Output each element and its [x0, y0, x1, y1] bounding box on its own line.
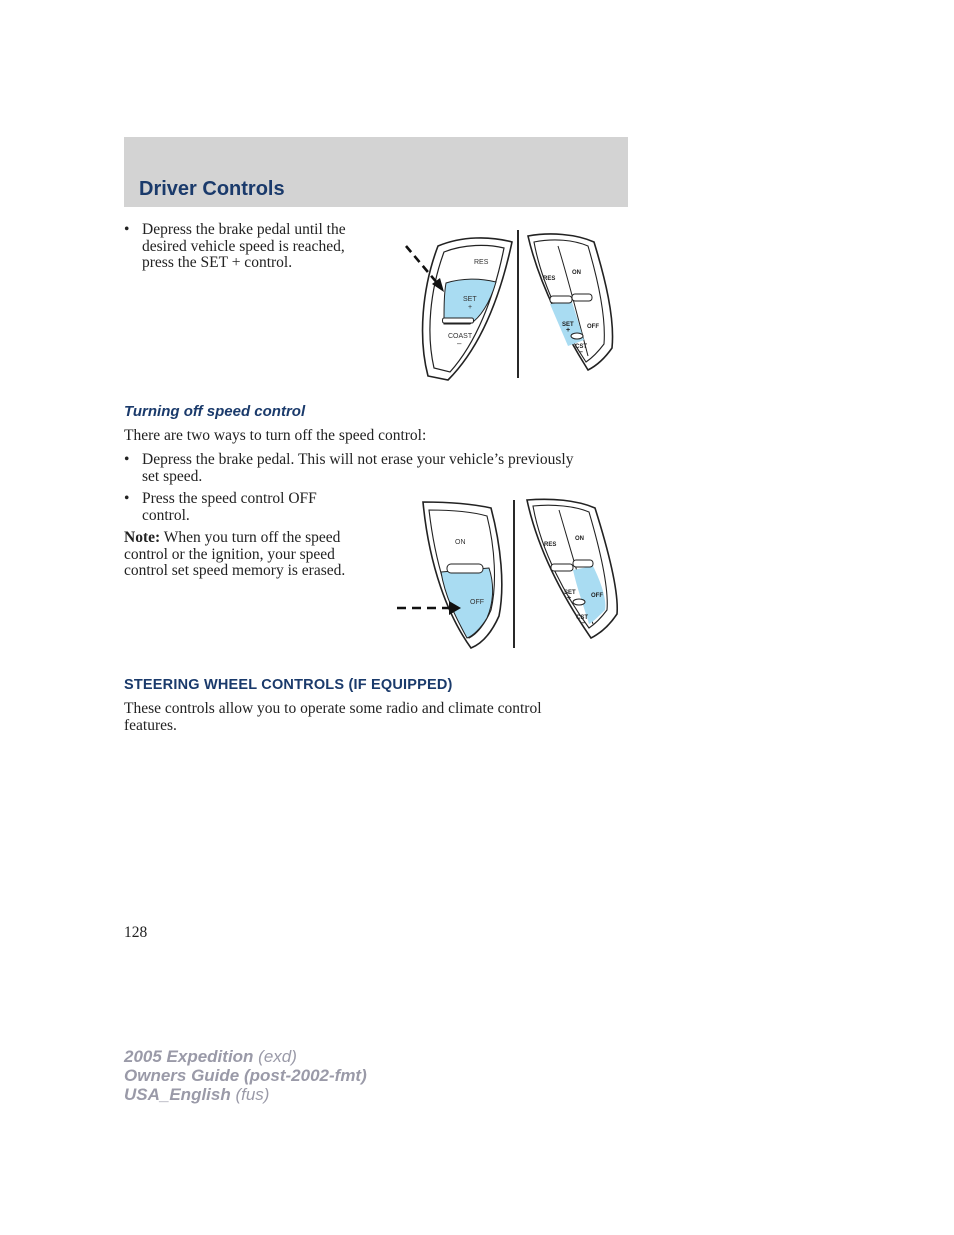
off-label: OFF: [587, 324, 599, 330]
footer-lang-code: (fus): [230, 1085, 270, 1104]
set-plus-label: +: [468, 304, 473, 311]
footer-code: (exd): [253, 1047, 297, 1066]
left-control-pad: [423, 238, 512, 380]
bullet-off-control: [124, 491, 384, 525]
bullet-line: control.: [142, 506, 190, 524]
right-control-pad: [528, 234, 613, 370]
speed-control-off-diagram: [393, 496, 629, 651]
set-plus-label: +: [566, 327, 571, 334]
note-text: control set speed memory is erased.: [124, 562, 346, 579]
on-label: ON: [572, 270, 581, 276]
page-title: Driver Controls: [139, 178, 285, 200]
paragraph-line: These controls allow you to operate some radio and climate control: [124, 700, 542, 717]
left-control-pad: [423, 502, 502, 648]
document-footer: [124, 1047, 367, 1104]
on-label: ON: [455, 539, 466, 546]
bullet-dot: •: [124, 490, 130, 507]
bullet-line: Press the speed control OFF: [142, 490, 317, 507]
cst-label: CST: [575, 344, 587, 350]
coast-minus-label: –: [457, 339, 462, 348]
paragraph-line: features.: [124, 716, 177, 734]
cst-minus-label: –: [579, 349, 583, 356]
coast-label: COAST: [448, 333, 473, 340]
bullet-line: press the SET + control.: [142, 254, 293, 271]
bullet-brake-pedal: [124, 452, 624, 486]
note-paragraph: [124, 530, 384, 580]
bullet-set-speed: [124, 222, 384, 274]
footer-guide: Owners Guide (post-2002-fmt): [124, 1066, 367, 1085]
note-label: Note:: [124, 529, 161, 546]
res-label: RES: [544, 542, 557, 548]
header-band: [124, 137, 628, 207]
off-label: OFF: [470, 599, 484, 606]
bullet-line: set speed.: [142, 467, 203, 485]
section-heading: Turning off speed control: [124, 403, 306, 420]
note-text: When you turn off the speed: [160, 529, 341, 546]
res-label: RES: [474, 259, 489, 266]
cst-label: CST: [576, 615, 588, 621]
right-control-pad: [527, 499, 617, 638]
note-text: control or the ignition, your speed: [124, 545, 335, 563]
off-label: OFF: [591, 593, 603, 599]
section-heading: STEERING WHEEL CONTROLS (IF EQUIPPED): [124, 677, 453, 693]
footer-language: USA_English: [124, 1085, 231, 1104]
bullet-dot: •: [124, 451, 130, 468]
set-label: SET: [564, 590, 576, 596]
on-label: ON: [575, 536, 584, 542]
page-number: 128: [124, 924, 148, 941]
set-plus-label: +: [567, 595, 572, 602]
bullet-line: desired vehicle speed is reached,: [142, 237, 345, 255]
section-paragraph: [124, 701, 624, 734]
arrow-icon: [397, 601, 461, 615]
set-label: SET: [562, 322, 574, 328]
set-label: SET: [463, 296, 477, 303]
cst-minus-label: –: [581, 620, 585, 627]
bullet-line: Depress the brake pedal until the: [142, 221, 346, 238]
bullet-dot: •: [124, 221, 130, 238]
footer-model: 2005 Expedition: [124, 1047, 254, 1066]
speed-control-set-diagram: [400, 228, 630, 383]
section-intro: There are two ways to turn off the speed control:: [124, 427, 427, 444]
bullet-line: Depress the brake pedal. This will not erase your vehicle’s previously: [142, 451, 574, 468]
res-label: RES: [543, 276, 556, 282]
